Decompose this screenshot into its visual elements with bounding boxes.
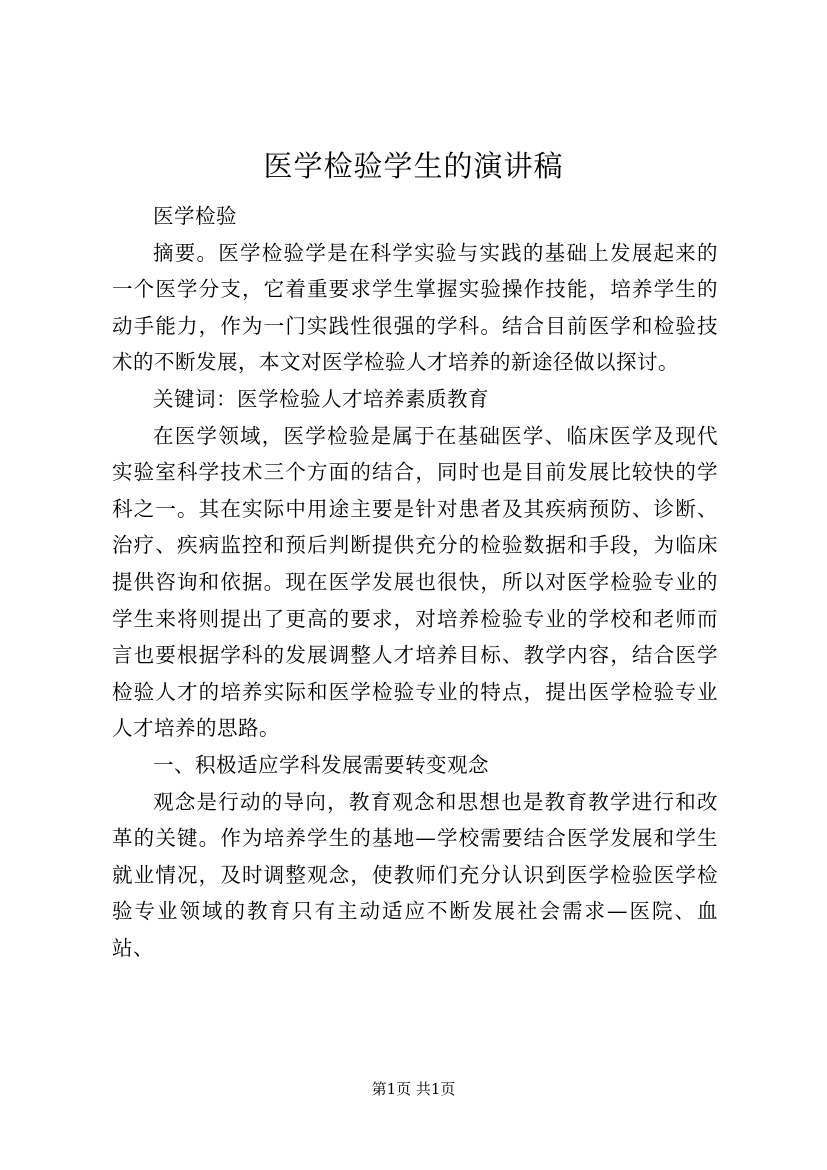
paragraph-section-label: 医学检验: [153, 204, 237, 228]
document-body: [112, 198, 718, 966]
paragraph-keywords: 关键词：医学检验人才培养素质教育: [153, 386, 489, 411]
section-heading-1: 一、积极适应学科发展需要转变观念: [153, 752, 489, 777]
document-title: 医学检验学生的演讲稿: [263, 149, 564, 183]
paragraph-section-1: 观念是行动的导向，教育观念和思想也是教育教学进行和改革的关键。作为培养学生的基地—学校需要结合医学发展和学生就业情况，及时调整观念，使教师们充分认识到医学检验医学检验专业领域的教育只有主动适应不断发展社会需求—医院、血站、: [112, 789, 718, 960]
paragraph-abstract: 摘要。医学检验学是在科学实验与实践的基础上发展起来的一个医学分支，它着重要求学生掌握实验操作技能，培养学生的动手能力，作为一门实践性很强的学科。结合目前医学和检验技术的不断发展，本文对医学检验人才培养的新途径做以探讨。: [112, 240, 718, 375]
paragraph-intro: 在医学领域，医学检验是属于在基础医学、临床医学及现代实验室科学技术三个方面的结合，同时也是目前发展比较快的学科之一。其在实际中用途主要是针对患者及其疾病预防、诊断、治疗、疾病监控和预后判断提供充分的检验数据和手段，为临床提供咨询和依据。现在医学发展也很快，所以对医学检验专业的学生来将则提出了更高的要求，对培养检验专业的学校和老师而言也要根据学科的发展调整人才培养目标、教学内容，结合医学检验人才的培养实际和医学检验专业的特点，提出医学检验专业人才培养的思路。: [112, 423, 718, 741]
page-footer: 第1页 共1页: [371, 1080, 456, 1098]
